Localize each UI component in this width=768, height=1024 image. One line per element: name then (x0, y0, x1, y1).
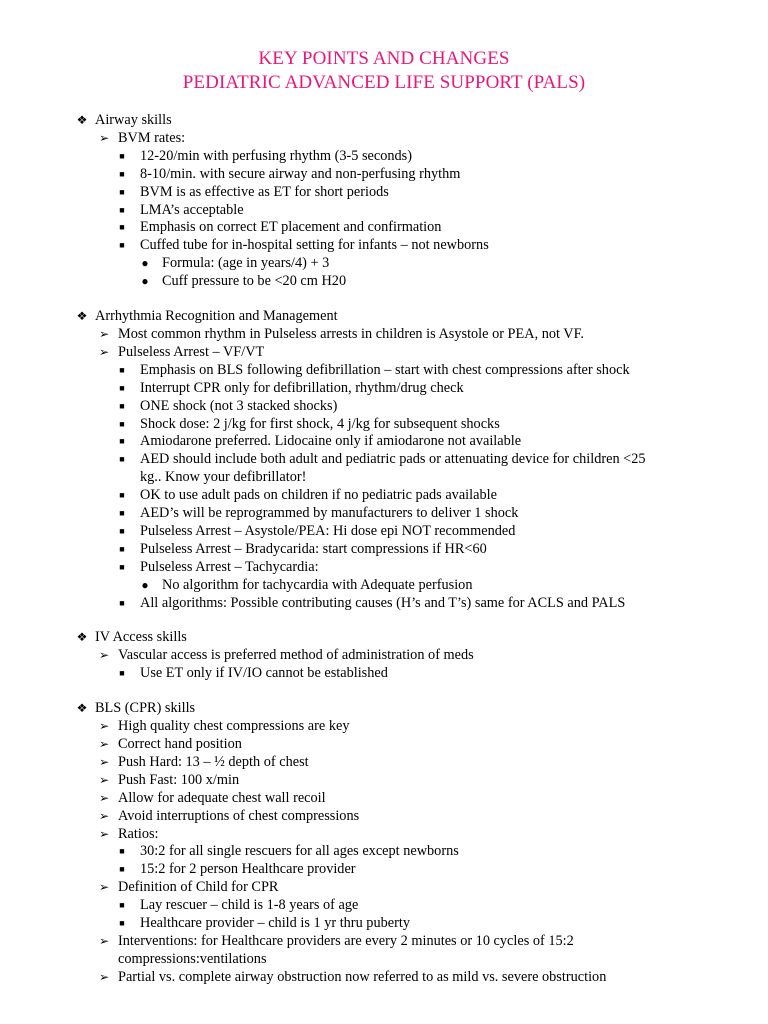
list-item-text: LMA’s acceptable (140, 201, 244, 218)
round-bullet-icon: ● (141, 577, 149, 592)
section-heading-text: Airway skills (95, 112, 172, 128)
square-bullet-icon: ■ (119, 490, 125, 501)
list-item (0, 166, 768, 184)
list-item-text: High quality chest compressions are key (118, 718, 350, 735)
arrow-bullet-icon: ➢ (98, 808, 110, 823)
list-item (0, 808, 768, 826)
list-item-text: Amiodarone preferred. Lidocaine only if amiodarone not available (140, 433, 522, 450)
list-item (0, 362, 768, 380)
list-item (0, 523, 768, 541)
arrow-bullet-icon: ➢ (98, 648, 110, 663)
arrow-bullet-icon: ➢ (98, 969, 110, 984)
arrow-bullet-icon: ➢ (98, 754, 110, 769)
list-item (0, 273, 768, 291)
list-item (0, 772, 768, 790)
diamond-bullet-icon: ❖ (76, 113, 88, 127)
list-item (0, 665, 768, 683)
arrow-bullet-icon: ➢ (98, 130, 110, 145)
list-item-text: Healthcare provider – child is 1 yr thru puberty (140, 915, 410, 932)
list-item (0, 344, 768, 362)
list-item (0, 148, 768, 166)
list-item-text: BVM is as effective as ET for short periods (140, 183, 389, 200)
document-body (0, 112, 768, 987)
square-bullet-icon: ■ (119, 418, 125, 429)
section-heading-text: BLS (CPR) skills (95, 700, 196, 717)
list-item-text: Emphasis on BLS following defibrillation – start with chest compressions after shock (140, 361, 630, 378)
list-item (0, 416, 768, 434)
arrow-bullet-icon: ➢ (98, 719, 110, 734)
round-bullet-icon: ● (141, 256, 149, 271)
square-bullet-icon: ■ (119, 204, 125, 215)
outline-section (0, 112, 768, 291)
list-item-text: Definition of Child for CPR (118, 879, 279, 896)
list-item-text: OK to use adult pads on children if no pediatric pads available (140, 487, 497, 504)
outline-section (0, 629, 768, 683)
list-item-text: Pulseless Arrest – Bradycarida: start compressions if HR<60 (140, 540, 487, 557)
list-item-text: Cuffed tube for in-hospital setting for infants – not newborns (140, 237, 489, 254)
diamond-bullet-icon: ❖ (76, 309, 88, 324)
arrow-bullet-icon: ➢ (98, 933, 110, 948)
section-heading (0, 700, 768, 718)
list-item-text: BVM rates: (118, 129, 186, 146)
arrow-bullet-icon: ➢ (98, 344, 110, 359)
section-heading (0, 629, 768, 647)
document-title-line-2: PEDIATRIC ADVANCED LIFE SUPPORT (PALS) (182, 72, 586, 93)
section-heading (0, 112, 768, 130)
square-bullet-icon: ■ (119, 846, 125, 857)
document-title-line-1: KEY POINTS AND CHANGES (258, 48, 510, 69)
list-item-text: Allow for adequate chest wall recoil (118, 789, 326, 806)
list-item (0, 861, 768, 879)
round-bullet-icon: ● (141, 274, 149, 289)
list-item (0, 326, 768, 344)
list-item-text: Use ET only if IV/IO cannot be established (140, 665, 388, 682)
square-bullet-icon: ■ (119, 150, 125, 161)
square-bullet-icon: ■ (119, 382, 125, 393)
list-item (0, 505, 768, 523)
list-item (0, 879, 768, 897)
list-item-text: 8-10/min. with secure airway and non-perfusing rhythm (140, 165, 461, 182)
list-item (0, 595, 768, 613)
square-bullet-icon: ■ (119, 186, 125, 197)
list-item (0, 130, 768, 148)
arrow-bullet-icon: ➢ (98, 826, 110, 841)
outline-section (0, 700, 768, 987)
list-item-text: Cuff pressure to be <20 cm H20 (162, 273, 347, 290)
list-item-text: Pulseless Arrest – Tachycardia: (140, 558, 319, 575)
list-item (0, 790, 768, 808)
square-bullet-icon: ■ (119, 668, 125, 679)
square-bullet-icon: ■ (119, 525, 125, 536)
list-item-text: No algorithm for tachycardia with Adequate perfusion (162, 576, 473, 593)
list-item-text: Interrupt CPR only for defibrillation, rhythm/drug check (140, 379, 464, 396)
list-item-text: Interventions: for Healthcare providers are every 2 minutes or 10 cycles of 15:2 compressions:ventilations (118, 932, 574, 967)
list-item-text: 12-20/min with perfusing rhythm (3-5 seconds) (140, 147, 412, 164)
square-bullet-icon: ■ (119, 222, 125, 233)
list-item-text: Pulseless Arrest – VF/VT (118, 343, 265, 360)
list-item (0, 237, 768, 255)
list-item-text: Emphasis on correct ET placement and confirmation (140, 219, 442, 236)
list-item (0, 897, 768, 915)
list-item (0, 380, 768, 398)
list-item-text: AED’s will be reprogrammed by manufacturers to deliver 1 shock (140, 505, 519, 522)
list-item (0, 202, 768, 220)
list-item (0, 184, 768, 202)
arrow-bullet-icon: ➢ (98, 790, 110, 805)
list-item-text: Lay rescuer – child is 1-8 years of age (140, 897, 359, 914)
list-item-text: AED should include both adult and pediatric pads or attenuating device for children <25 kg.. Know your defibrillator! (140, 451, 646, 486)
list-item (0, 559, 768, 577)
section-heading (0, 308, 768, 326)
list-item (0, 255, 768, 273)
list-item-text: Avoid interruptions of chest compressions (118, 807, 360, 824)
list-item-text: 30:2 for all single rescuers for all ages except newborns (140, 843, 459, 860)
square-bullet-icon: ■ (119, 240, 125, 251)
list-item (0, 219, 768, 237)
list-item (0, 915, 768, 933)
arrow-bullet-icon: ➢ (98, 737, 110, 751)
list-item (0, 718, 768, 736)
list-item-text: Ratios: (118, 825, 159, 842)
list-item-text: Pulseless Arrest – Asystole/PEA: Hi dose epi NOT recommended (140, 522, 516, 539)
square-bullet-icon: ■ (119, 597, 125, 608)
list-item-text: Partial vs. complete airway obstruction now referred to as mild vs. severe obstruction (118, 968, 607, 985)
list-item-text: Push Fast: 100 x/min (118, 771, 240, 788)
list-item (0, 487, 768, 505)
arrow-bullet-icon: ➢ (98, 772, 110, 787)
square-bullet-icon: ■ (119, 364, 125, 375)
list-item (0, 843, 768, 861)
list-item-text: 15:2 for 2 person Healthcare provider (140, 861, 356, 878)
list-item (0, 577, 768, 595)
list-item (0, 826, 768, 844)
square-bullet-icon: ■ (119, 543, 125, 554)
outline-section (0, 308, 768, 612)
section-heading-text: IV Access skills (95, 629, 187, 646)
list-item (0, 969, 768, 987)
arrow-bullet-icon: ➢ (98, 880, 110, 895)
list-item (0, 398, 768, 416)
square-bullet-icon: ■ (119, 900, 125, 911)
list-item (0, 933, 768, 969)
list-item (0, 541, 768, 559)
square-bullet-icon: ■ (119, 864, 125, 875)
list-item-text: Push Hard: 13 – ½ depth of chest (118, 753, 309, 770)
square-bullet-icon: ■ (119, 400, 125, 411)
list-item (0, 433, 768, 451)
square-bullet-icon: ■ (119, 918, 125, 929)
square-bullet-icon: ■ (119, 508, 125, 519)
diamond-bullet-icon: ❖ (76, 630, 88, 645)
list-item-text: Vascular access is preferred method of administration of meds (118, 647, 474, 664)
arrow-bullet-icon: ➢ (98, 326, 110, 341)
list-item (0, 754, 768, 772)
list-item-text: Correct hand position (118, 736, 242, 752)
list-item-text: All algorithms: Possible contributing causes (H’s and T’s) same for ACLS and PALS (140, 594, 626, 611)
section-heading-text: Arrhythmia Recognition and Management (95, 308, 338, 325)
diamond-bullet-icon: ❖ (76, 701, 88, 716)
list-item (0, 647, 768, 665)
list-item-text: ONE shock (not 3 stacked shocks) (140, 397, 338, 414)
list-item-text: Shock dose: 2 j/kg for first shock, 4 j/kg for subsequent shocks (140, 415, 500, 432)
list-item (0, 736, 768, 754)
square-bullet-icon: ■ (119, 561, 125, 572)
square-bullet-icon: ■ (119, 436, 125, 447)
square-bullet-icon: ■ (119, 454, 125, 465)
list-item-text: Most common rhythm in Pulseless arrests in children is Asystole or PEA, not VF. (118, 325, 585, 342)
list-item (0, 451, 768, 487)
square-bullet-icon: ■ (119, 168, 125, 179)
list-item-text: Formula: (age in years/4) + 3 (162, 255, 330, 272)
